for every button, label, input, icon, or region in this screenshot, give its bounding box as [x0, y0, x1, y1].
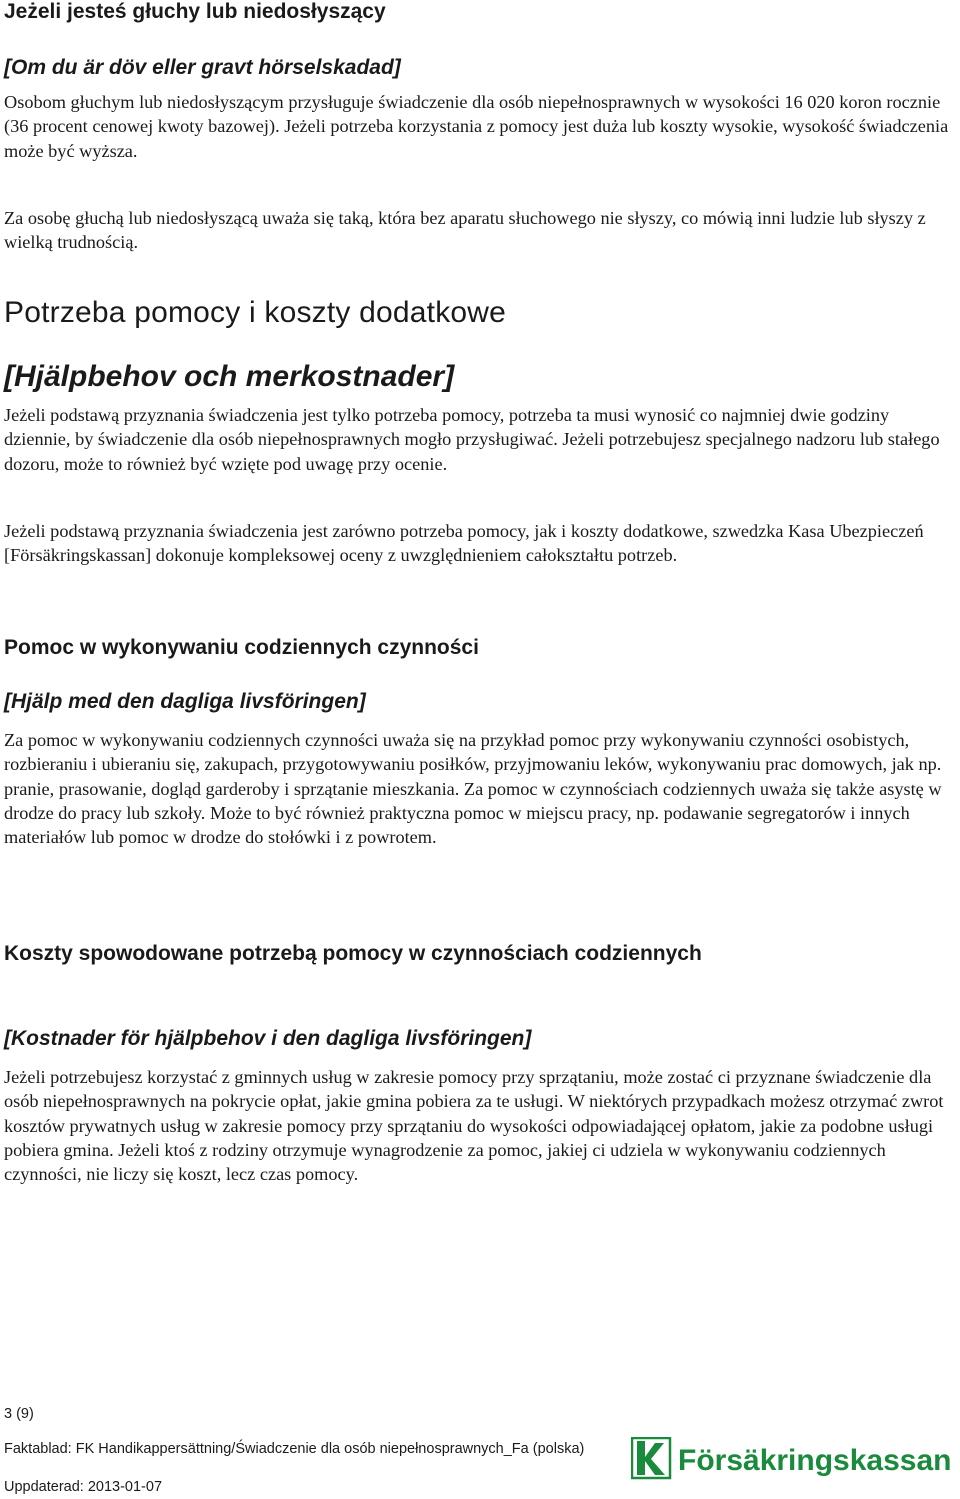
heading-deaf: Jeżeli jesteś głuchy lub niedosłyszący — [4, 0, 386, 23]
subheading-daily-help: [Hjälp med den dagliga livsföringen] — [4, 690, 366, 713]
paragraph-help-2: Jeżeli podstawą przyznania świadczenia jest zarówno potrzeba pomocy, jak i koszty dodatkowe, szwedzka Kasa Ubezpieczeń [Försäkringskassan] dokonuje kompleksowej oceny z uwzględnieniem całokształtu potrzeb. — [4, 521, 924, 566]
paragraph-deaf-1: Osobom głuchym lub niedosłyszącym przysługuje świadczenie dla osób niepełnosprawnych w wysokości 16 020 koron rocznie (36 procent cenowej kwoty bazowej). Jeżeli potrzeba korzystania z pomocy jest duża lub koszty wysokie, wysokość świadczenia może być wyższa. — [4, 92, 949, 161]
subheading-costs: [Kostnader för hjälpbehov i den dagliga livsföringen] — [4, 1027, 532, 1050]
paragraph-daily-1: Za pomoc w wykonywaniu codziennych czynności uważa się na przykład pomoc przy wykonywaniu czynności osobistych, rozbieraniu i ubieraniu się, zakupach, przygotowywaniu posiłków, przyjmowaniu leków, wykonywaniu prac domowych, jak np. pranie, prasowanie, dogląd garderoby i sprzątanie mieszkania. Za pomoc w czynnościach codziennych uważa się także asystę w drodze do pracy lub szkoły. Może to być również praktyczna pomoc w miejscu pracy, np. podawanie segregatorów i innych materiałów lub pomoc w drodze do stołówki i z powrotem. — [4, 730, 942, 848]
paragraph-help-1: Jeżeli podstawą przyznania świadczenia jest tylko potrzeba pomocy, potrzeba ta musi wynosić co najmniej dwie godziny dziennie, by świadczenie dla osób niepełnosprawnych mogło przysługiwać. Jeżeli potrzebujesz specjalnego nadzoru lub stałego dozoru, może to również być wzięte pod uwagę przy ocenie. — [4, 405, 940, 474]
subheading-deaf: [Om du är döv eller gravt hörselskadad] — [4, 56, 401, 79]
factsheet-label: Faktablad: FK Handikappersättning/Świadczenie dla osób niepełnosprawnych_Fa (polska) — [4, 1441, 585, 1457]
subheading-help-needs: [Hjälpbehov och merkostnader] — [4, 360, 455, 393]
paragraph-costs-1: Jeżeli potrzebujesz korzystać z gminnych usług w zakresie pomocy przy sprzątaniu, może zostać ci przyznane świadczenie dla osób niepełnosprawnych na pokrycie opłat, jakie gmina pobiera za te usługi. W niektórych przypadkach możesz otrzymać zwrot kosztów prywatnych usług w zakresie pomocy przy sprzątaniu do wysokości odpowiadającej opłatom, jakie za podobne usługi pobiera gmina. Jeżeli ktoś z rodziny otrzymuje wynagrodzenie za pomoc, jakiej ci udziela w wykonywaniu codziennych czynności, nie liczy się koszt, lecz czas pomocy. — [4, 1067, 944, 1185]
logo-wordmark: Försäkringskassan — [678, 1444, 952, 1477]
heading-daily-help: Pomoc w wykonywaniu codziennych czynności — [4, 636, 479, 659]
forsakringskassan-logo-icon — [631, 1437, 960, 1481]
updated-date: Uppdaterad: 2013-01-07 — [4, 1479, 163, 1495]
forsakringskassan-logo — [631, 1437, 960, 1481]
heading-help-needs: Potrzeba pomocy i koszty dodatkowe — [4, 296, 507, 329]
heading-costs: Koszty spowodowane potrzebą pomocy w czynnościach codziennych — [4, 942, 702, 965]
paragraph-deaf-2: Za osobę głuchą lub niedosłyszącą uważa się taką, która bez aparatu słuchowego nie słyszy, co mówią inni ludzie lub słyszy z wielką trudnością. — [4, 208, 926, 253]
page-number: 3 (9) — [4, 1406, 34, 1422]
